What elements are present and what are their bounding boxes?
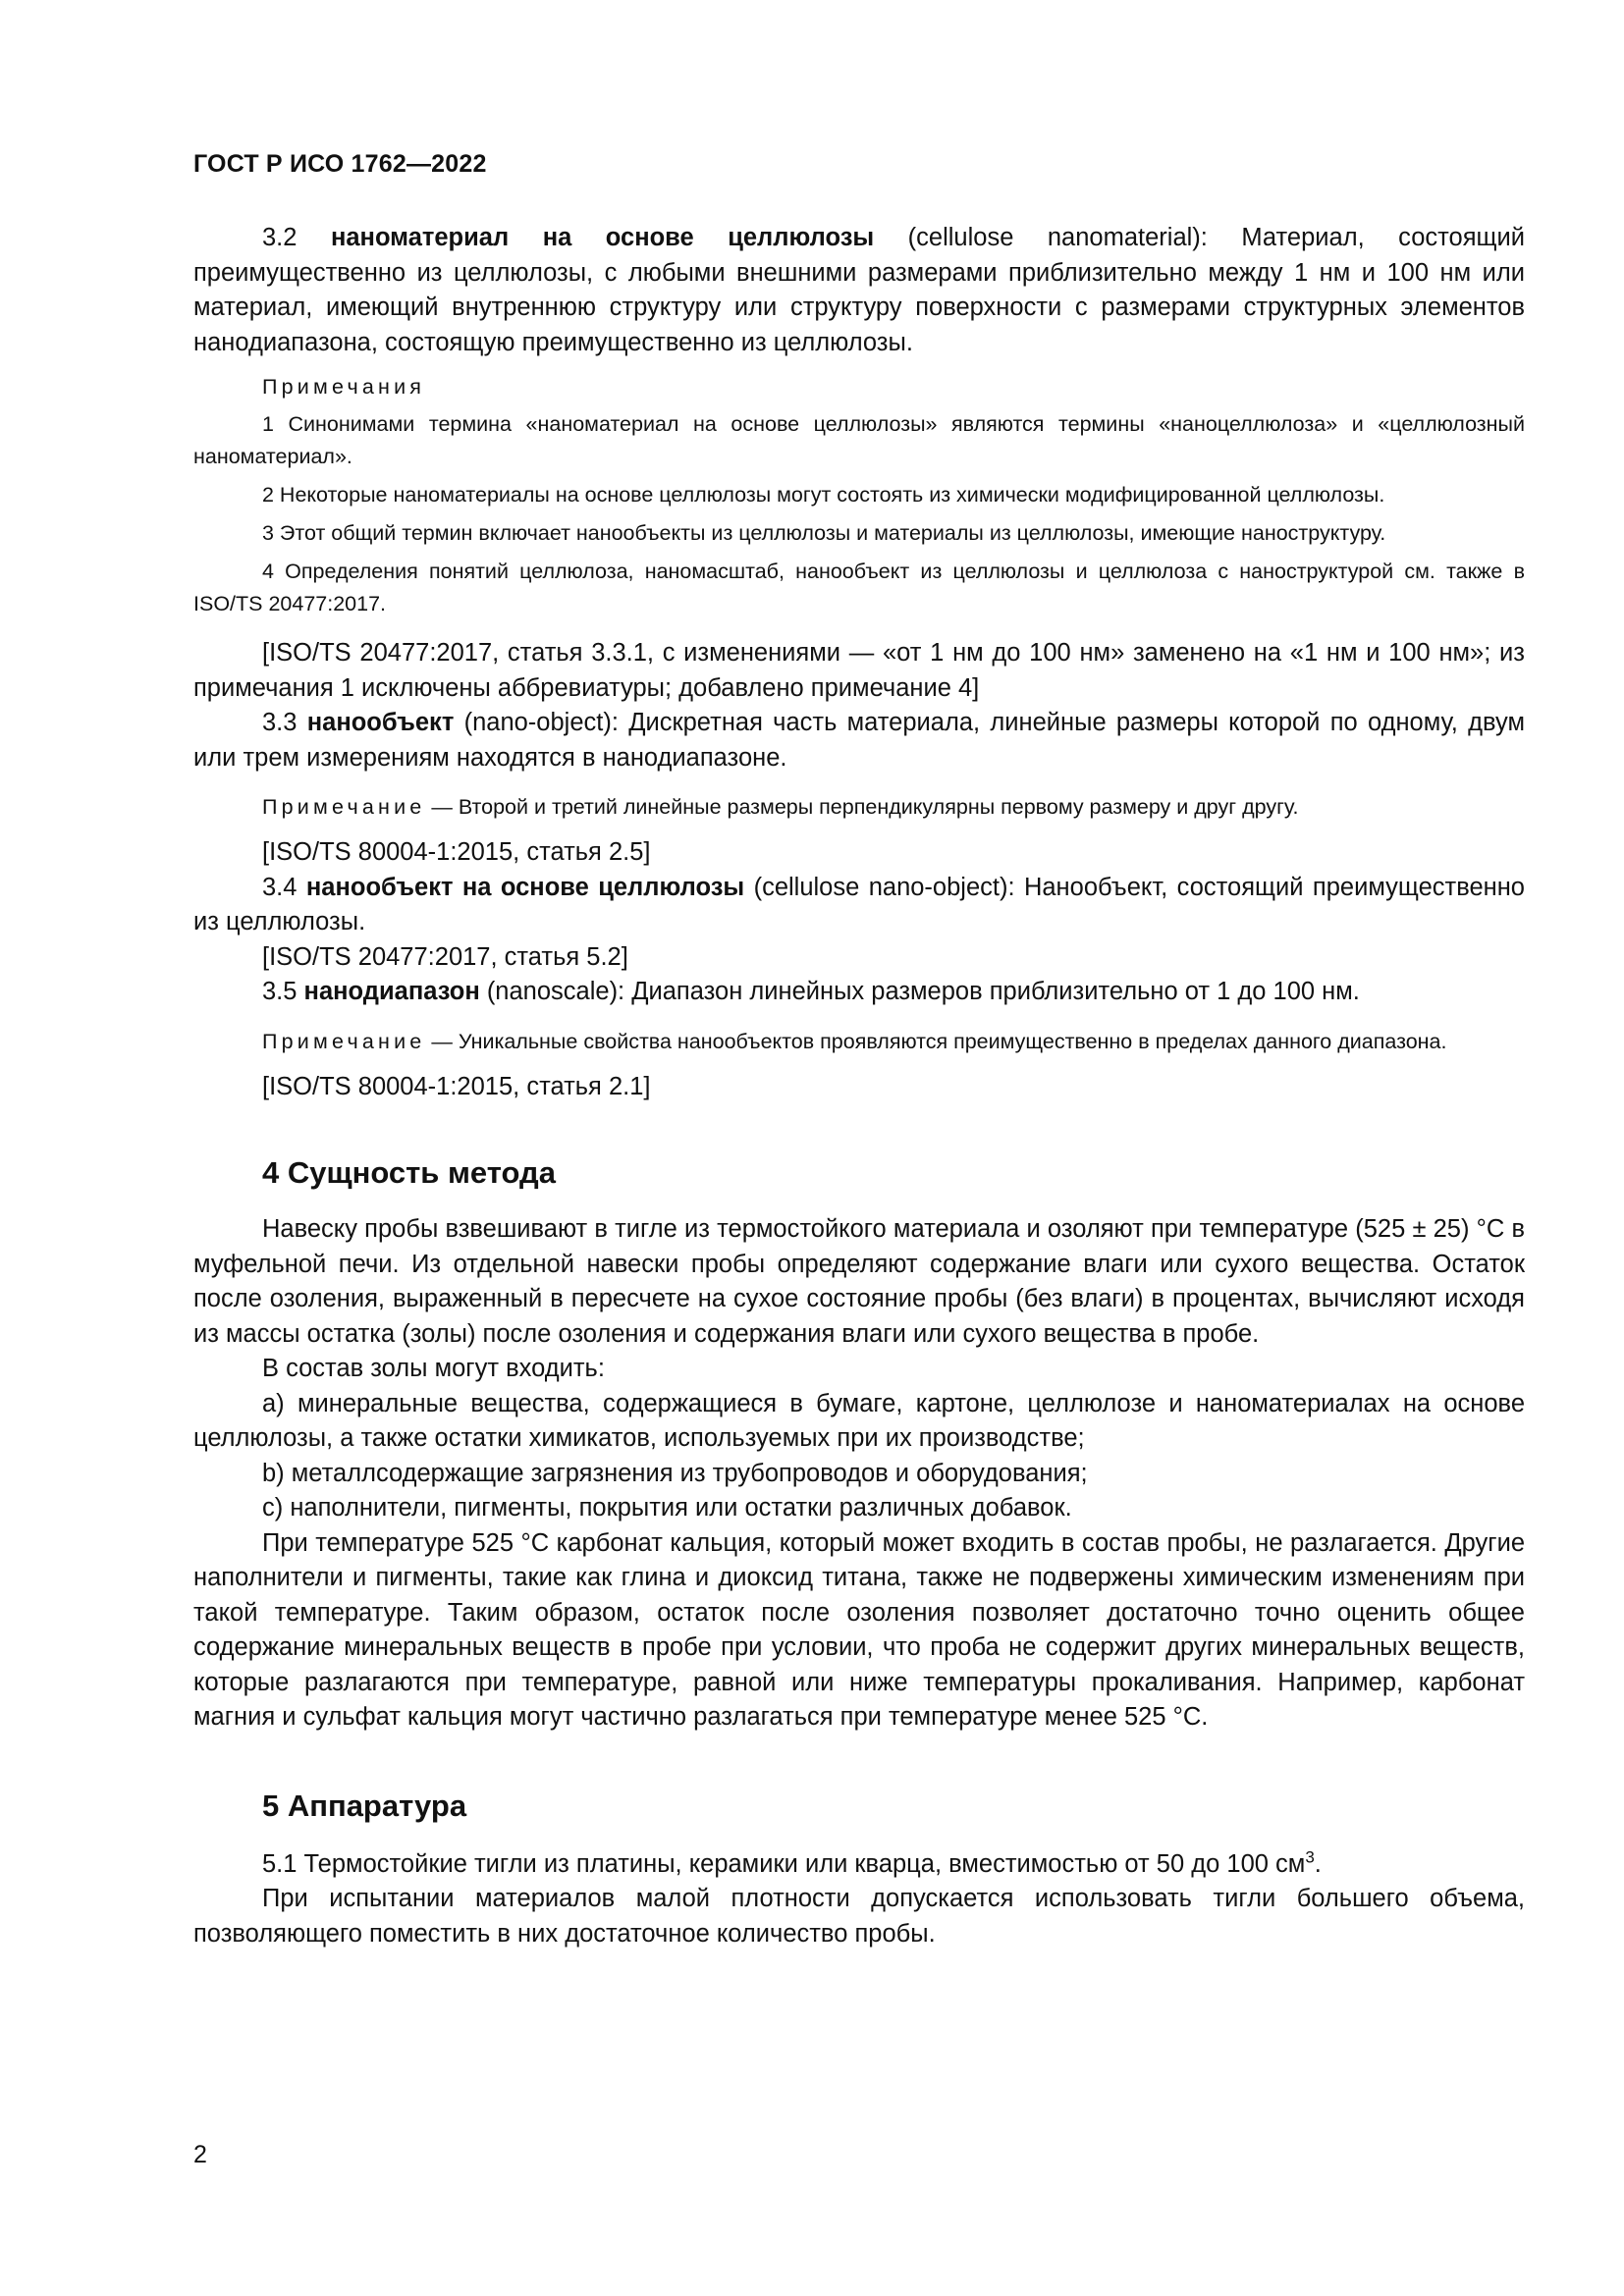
list-item-c: c) наполнители, пигменты, покрытия или остатки различных добавок. xyxy=(262,1494,1072,1522)
term-3-2 xyxy=(193,221,1525,360)
note-4: 4 Определения понятий целлюлоза, наномасштаб, нанообъект из целлюлозы и целлюлоза с наноструктурой см. также в ISO/TS 20477:2017. xyxy=(193,560,1525,615)
list-item-a: a) минеральные вещества, содержащиеся в бумаге, картоне, целлюлозе и наноматериалах на основе целлюлозы, а также остатки химикатов, используемых при их производстве; xyxy=(193,1389,1525,1452)
term-name: нанообъект xyxy=(306,709,455,736)
notes-heading: Примечания xyxy=(262,375,426,399)
term-3-4 xyxy=(193,871,1525,940)
term-name: нанодиапазон xyxy=(303,978,480,1005)
note-text: — Второй и третий линейные размеры перпендикулярны первому размеру и друг другу. xyxy=(425,795,1299,819)
note-text: — Уникальные свойства нанообъектов проявляются преимущественно в пределах данного диапазона. xyxy=(425,1029,1447,1053)
term-3-3 xyxy=(193,706,1525,775)
term-name: нанообъект на основе целлюлозы xyxy=(305,873,745,901)
section-5-paragraph-1: 5.1 Термостойкие тигли из платины, керамики или кварца, вместимостью от 50 до 100 $см^3$. xyxy=(262,1847,1322,1878)
source-3-5: [ISO/TS 80004-1:2015, статья 2.1] xyxy=(262,1072,651,1100)
term-definition: (cellulose nano-object): Нанообъект, состоящий преимущественно из целлюлозы. xyxy=(193,873,1525,935)
term-definition: (nanoscale): Диапазон линейных размеров приблизительно от 1 до 100 нм. xyxy=(479,978,1360,1005)
source-3-3: [ISO/TS 80004-1:2015, статья 2.5] xyxy=(262,838,651,866)
note-3-3 xyxy=(193,791,1525,824)
note-1: 1 Синонимами термина «наноматериал на основе целлюлозы» являются термины «наноцеллюлоза» и «целлюлозный наноматериал». xyxy=(193,412,1525,468)
source-3-4: [ISO/TS 20477:2017, статья 5.2] xyxy=(262,942,628,971)
section-4-paragraph-2: В состав золы могут входить: xyxy=(262,1355,605,1382)
term-number: 3.3 xyxy=(262,709,307,736)
superscript: 3 xyxy=(1305,1847,1315,1866)
term-3-5 xyxy=(193,975,1525,1010)
list-item-b: b) металлсодержащие загрязнения из трубопроводов и оборудования; xyxy=(262,1459,1088,1487)
term-number: 3.4 xyxy=(262,873,306,901)
section-4-paragraph-1: Навеску пробы взвешивают в тигле из термостойкого материала и озоляют при температуре (525 ± 25) °С в муфельной печи. Из отдельной навески пробы определяют содержание влаги или сухого вещества. Остаток после озоления, выраженный в пересчете на сухое состояние пробы (без влаги) в процентах, вычисляют исходя из массы остатка (золы) после озоления и содержания влаги или сухого вещества в пробе. xyxy=(193,1215,1525,1348)
section-4-heading: 4 Сущность метода xyxy=(262,1155,556,1190)
source-3-2: [ISO/TS 20477:2017, статья 3.3.1, с изменениями — «от 1 нм до 100 нм» заменено на «1 нм и 100 нм»; из примечания 1 исключены аббревиатуры; добавлено примечание 4] xyxy=(193,639,1525,702)
page-content xyxy=(193,221,1525,1951)
term-name: наноматериал на основе целлюлозы xyxy=(330,224,875,251)
term-number: 3.5 xyxy=(262,978,304,1005)
section-4-paragraph-3: При температуре 525 °С карбонат кальция, который может входить в состав пробы, не разлагается. Другие наполнители и пигменты, такие как глина и диоксид титана, также не подвержены химическим изменениям при такой температуре. Таким образом, остаток после озоления позволяет достаточно точно оценить общее содержание минеральных веществ в пробе при условии, что проба не содержит других минеральных веществ, которые разлагаются при температуре, равной или ниже температуры прокаливания. Например, карбонат магния и сульфат кальция могут частично разлагаться при температуре менее 525 °С. xyxy=(193,1528,1525,1731)
term-definition: (cellulose nanomaterial): Материал, состоящий преимущественно из целлюлозы, с любыми внешними размерами приблизительно между 1 нм и 100 нм или материал, имеющий внутреннюю структуру или структуру поверхности с размерами структурных элементов нанодиапазона, состоящую преимущественно из целлюлозы. xyxy=(193,224,1525,356)
note-3-5 xyxy=(193,1026,1525,1058)
section-5-heading: 5 Аппаратура xyxy=(262,1788,467,1823)
page-number: 2 xyxy=(193,2141,207,2168)
note-label: Примечание xyxy=(262,795,426,819)
section-5-paragraph-2: При испытании материалов малой плотности допускается использовать тигли большего объема, позволяющего поместить в них достаточное количество пробы. xyxy=(193,1885,1525,1948)
document-header: ГОСТ Р ИСО 1762—2022 xyxy=(193,150,487,178)
note-2: 2 Некоторые наноматериалы на основе целлюлозы могут состоять из химически модифицированной целлюлозы. xyxy=(262,483,1385,507)
note-label: Примечание xyxy=(262,1029,426,1053)
term-definition: (nano-object): Дискретная часть материала, линейные размеры которой по одному, двум или трем измерениям находятся в нанодиапазоне. xyxy=(193,709,1525,772)
term-number: 3.2 xyxy=(262,224,331,251)
note-3: 3 Этот общий термин включает нанообъекты из целлюлозы и материалы из целлюлозы, имеющие наноструктуру. xyxy=(262,521,1386,545)
